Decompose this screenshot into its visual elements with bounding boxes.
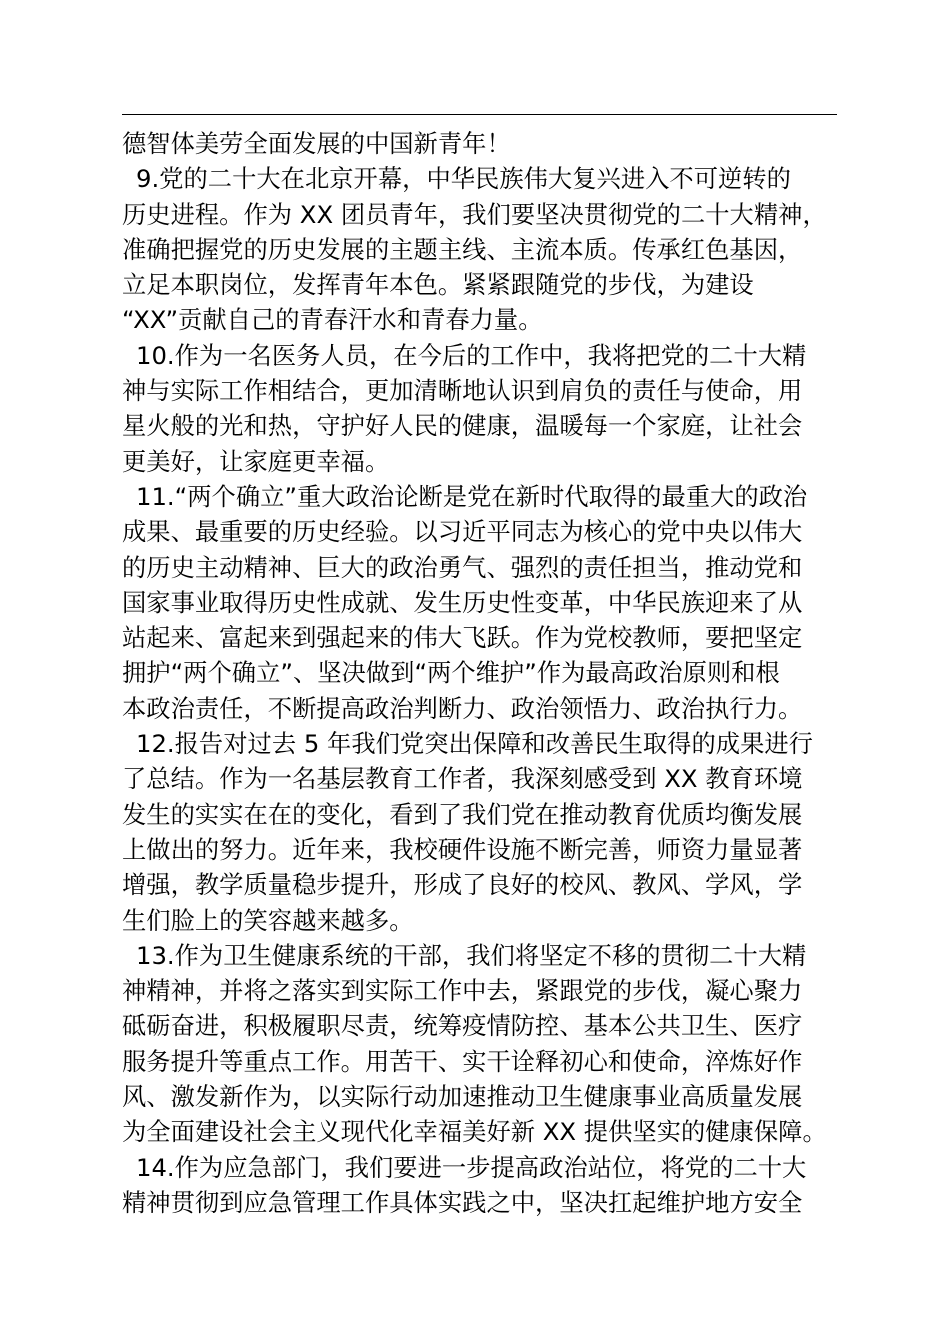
text-line: 本政治责任，不断提高政治判断力、政治领悟力、政治执行力。	[122, 693, 803, 723]
text-line: 增强，教学质量稳步提升，形成了良好的校风、教风、学风，学	[122, 870, 803, 900]
text-line: 生们脸上的笑容越来越多。	[122, 905, 414, 935]
text-line: 星火般的光和热，守护好人民的健康，温暖每一个家庭，让社会	[122, 411, 803, 441]
text-line: 准确把握党的历史发展的主题主线、主流本质。传承红色基因，	[122, 234, 803, 264]
text-line: 精神贯彻到应急管理工作具体实践之中，坚决扛起维护地方安全	[122, 1187, 803, 1217]
text-line: 德智体美劳全面发展的中国新青年！	[122, 129, 511, 158]
header-rule	[122, 114, 837, 115]
text-line: 神与实际工作相结合，更加清晰地认识到肩负的责任与使命，用	[122, 376, 803, 406]
text-line: 11.“两个确立”重大政治论断是党在新时代取得的最重大的政治	[136, 481, 808, 511]
text-line: 9.党的二十大在北京开幕，中华民族伟大复兴进入不可逆转的	[136, 164, 791, 194]
text-line: 神精神，并将之落实到实际工作中去，紧跟党的步伐，凝心聚力	[122, 976, 803, 1006]
text-line: 更美好，让家庭更幸福。	[122, 446, 390, 476]
text-line: 风、激发新作为，以实际行动加速推动卫生健康事业高质量发展	[122, 1082, 803, 1112]
text-line: 成果、最重要的历史经验。以习近平同志为核心的党中央以伟大	[122, 517, 803, 547]
document-body	[122, 126, 837, 1220]
text-line: 拥护“两个确立”、坚决做到“两个维护”作为最高政治原则和根	[122, 658, 780, 688]
text-line: 国家事业取得历史性成就、发生历史性变革，中华民族迎来了从	[122, 587, 803, 617]
text-line: 14.作为应急部门，我们要进一步提高政治站位，将党的二十大	[136, 1152, 807, 1182]
text-line: 了总结。作为一名基层教育工作者，我深刻感受到 XX 教育环境	[122, 764, 803, 794]
text-line: 为全面建设社会主义现代化幸福美好新 XX 提供坚实的健康保障。	[122, 1117, 827, 1147]
text-line: 发生的实实在在的变化，看到了我们党在推动教育优质均衡发展	[122, 799, 803, 829]
text-line: 服务提升等重点工作。用苦干、实干诠释初心和使命，淬炼好作	[122, 1046, 803, 1076]
text-line: 上做出的努力。近年来，我校硬件设施不断完善，师资力量显著	[122, 834, 803, 864]
text-line: 13.作为卫生健康系统的干部，我们将坚定不移的贯彻二十大精	[136, 940, 807, 970]
text-line: 的历史主动精神、巨大的政治勇气、强烈的责任担当，推动党和	[122, 552, 803, 582]
text-line: 历史进程。作为 XX 团员青年，我们要坚决贯彻党的二十大精神，	[122, 199, 827, 229]
text-line: 立足本职岗位，发挥青年本色。紧紧跟随党的步伐，为建设	[122, 270, 754, 300]
text-line: “XX”贡献自己的青春汗水和青春力量。	[122, 305, 543, 335]
text-line: 10.作为一名医务人员，在今后的工作中，我将把党的二十大精	[136, 340, 807, 370]
text-line: 站起来、富起来到强起来的伟大飞跃。作为党校教师，要把坚定	[122, 623, 803, 653]
text-line: 12.报告对过去 5 年我们党突出保障和改善民生取得的成果进行	[136, 729, 813, 759]
text-line: 砥砺奋进，积极履职尽责，统筹疫情防控、基本公共卫生、医疗	[122, 1011, 803, 1041]
